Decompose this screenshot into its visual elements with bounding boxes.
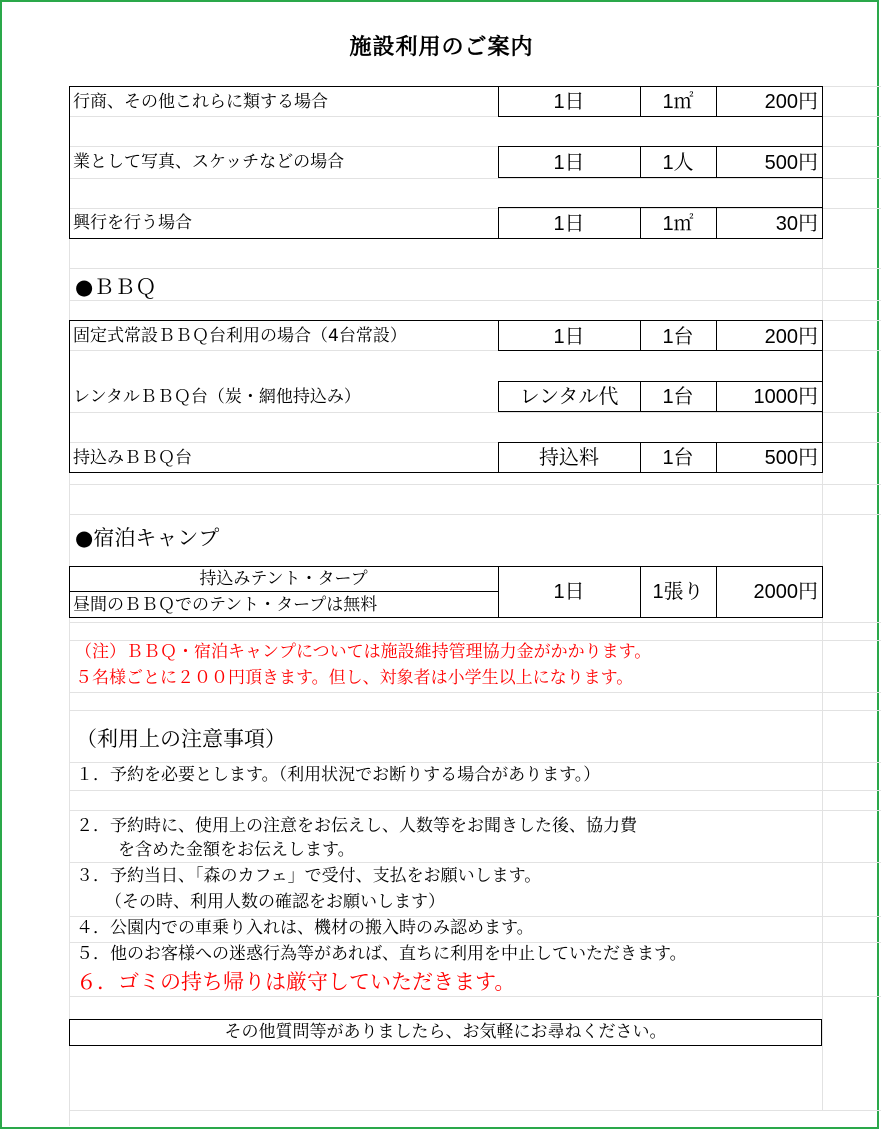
fee-unit: 1張り <box>652 581 704 603</box>
fee-unit: 1㎡ <box>662 213 694 235</box>
fee-period: 1日 <box>553 581 585 603</box>
red-note: ５名様ごとに２００円頂きます。但し、対象者は小学生以上になります。 <box>75 668 634 688</box>
notice-heading: （利用上の注意事項） <box>76 727 286 751</box>
fee-period: 1日 <box>553 152 585 174</box>
fee-price: 200円 <box>764 326 818 348</box>
fee-price: 1000円 <box>753 386 818 408</box>
fee-label: レンタルＢＢＱ台（炭・網他持込み） <box>73 387 361 407</box>
fee-unit: 1㎡ <box>662 91 694 113</box>
footer-message: その他質問等がありましたら、お気軽にお尋ねください。 <box>224 1022 667 1042</box>
fee-period: レンタル代 <box>519 386 619 408</box>
fee-period: 1日 <box>553 91 585 113</box>
fee-label: 固定式常設ＢＢＱ台利用の場合（4台常設） <box>73 326 407 346</box>
fee-price: 500円 <box>764 152 818 174</box>
fee-price: 200円 <box>764 91 818 113</box>
fee-price: 500円 <box>764 447 818 469</box>
notice-item: （その時、利用人数の確認をお願いします） <box>105 892 445 912</box>
fee-period: 1日 <box>553 213 585 235</box>
notice-item: ５．他のお客様への迷惑行為等があれば、直ちに利用を中止していただきます。 <box>76 944 687 964</box>
notice-item: ３．予約当日、「森のカフェ」で受付、支払をお願いします。 <box>76 866 542 886</box>
section-heading-bbq: ●ＢＢＱ <box>75 275 157 299</box>
fee-unit: 1人 <box>662 152 694 174</box>
fee-unit: 1台 <box>662 447 694 469</box>
notice-item: を含めた金額をお伝えします。 <box>118 840 355 860</box>
fee-label: 行商、その他これらに類する場合 <box>73 92 328 112</box>
fee-period: 1日 <box>553 326 585 348</box>
fee-price: 2000円 <box>753 581 818 603</box>
page-title: 施設利用のご案内 <box>349 35 534 60</box>
section-heading-camp: ●宿泊キャンプ <box>75 526 220 550</box>
camp-label-main: 持込みテント・タープ <box>199 569 368 589</box>
fee-label: 業として写真、スケッチなどの場合 <box>73 152 345 172</box>
notice-item: ２．予約時に、使用上の注意をお伝えし、人数等をお聞きした後、協力費 <box>76 816 637 836</box>
red-note: （注）ＢＢＱ・宿泊キャンプについては施設維持管理協力金がかかります。 <box>75 642 652 662</box>
notice-item: ４．公園内での車乗り入れは、機材の搬入時のみ認めます。 <box>76 918 534 938</box>
notice-item: １．予約を必要とします。（利用状況でお断りする場合があります。） <box>76 765 601 785</box>
fee-label: 興行を行う場合 <box>73 213 192 233</box>
fee-unit: 1台 <box>662 386 694 408</box>
fee-unit: 1台 <box>662 326 694 348</box>
fee-period: 持込料 <box>539 447 599 469</box>
camp-label-sub: 昼間のＢＢＱでのテント・タープは無料 <box>73 595 378 615</box>
fee-price: 30円 <box>775 213 818 235</box>
fee-label: 持込みＢＢＱ台 <box>73 448 192 468</box>
notice-item-highlight: ６．ゴミの持ち帰りは厳守していただきます。 <box>76 970 516 994</box>
